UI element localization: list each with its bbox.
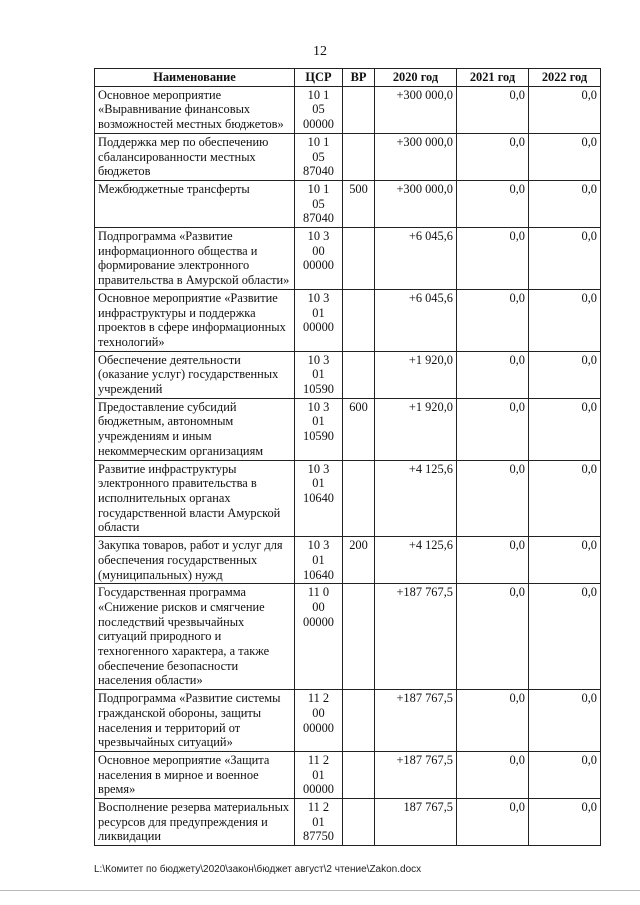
cell-2022: 0,0 [529,751,601,798]
cell-2020: +300 000,0 [375,86,457,133]
cell-2020: +4 125,6 [375,460,457,537]
cell-name: Восполнение резерва материальных ресурсов для предупреждения и ликвидации [95,799,295,846]
cell-2020: +6 045,6 [375,289,457,351]
cell-name: Обеспечение деятельности (оказание услуг) государственных учреждений [95,351,295,398]
cell-2022: 0,0 [529,228,601,290]
cell-2021: 0,0 [457,133,529,180]
cell-csr: 10 3 01 10640 [295,460,343,537]
cell-name: Межбюджетные трансферты [95,180,295,227]
cell-vr [343,584,375,690]
table-row [95,180,601,227]
cell-csr: 10 1 05 00000 [295,86,343,133]
header-2021: 2021 год [457,69,529,87]
cell-vr [343,351,375,398]
cell-2021: 0,0 [457,584,529,690]
header-2020: 2020 год [375,69,457,87]
cell-2020: +6 045,6 [375,228,457,290]
cell-vr: 600 [343,398,375,460]
cell-2021: 0,0 [457,180,529,227]
table-row [95,398,601,460]
cell-2022: 0,0 [529,351,601,398]
cell-2021: 0,0 [457,228,529,290]
cell-2021: 0,0 [457,690,529,752]
cell-csr: 11 2 01 00000 [295,751,343,798]
cell-2022: 0,0 [529,460,601,537]
cell-2021: 0,0 [457,460,529,537]
cell-2020: +1 920,0 [375,398,457,460]
cell-vr [343,690,375,752]
table-row [95,537,601,584]
header-csr: ЦСР [295,69,343,87]
cell-vr [343,799,375,846]
cell-csr: 11 2 00 00000 [295,690,343,752]
cell-vr [343,460,375,537]
cell-csr: 10 1 05 87040 [295,180,343,227]
cell-2021: 0,0 [457,398,529,460]
header-2022: 2022 год [529,69,601,87]
cell-2020: +300 000,0 [375,180,457,227]
header-name: Наименование [95,69,295,87]
cell-2020: +1 920,0 [375,351,457,398]
cell-csr: 10 3 00 00000 [295,228,343,290]
budget-table [94,68,601,846]
cell-csr: 11 0 00 00000 [295,584,343,690]
cell-vr [343,289,375,351]
cell-2021: 0,0 [457,289,529,351]
cell-name: Государственная программа «Снижение рисков и смягчение последствий чрезвычайных ситуаций природного и техногенного характера, а также обеспечение безопасности населения области» [95,584,295,690]
cell-2021: 0,0 [457,799,529,846]
cell-2022: 0,0 [529,86,601,133]
table-row [95,351,601,398]
table-row [95,751,601,798]
cell-2022: 0,0 [529,180,601,227]
cell-name: Основное мероприятие «Выравнивание финансовых возможностей местных бюджетов» [95,86,295,133]
cell-2022: 0,0 [529,799,601,846]
cell-name: Основное мероприятие «Развитие инфраструктуры и поддержка проектов в сфере информационных технологий» [95,289,295,351]
cell-name: Развитие инфраструктуры электронного правительства в исполнительных органах государственной власти Амурской области [95,460,295,537]
cell-2022: 0,0 [529,133,601,180]
cell-2020: +300 000,0 [375,133,457,180]
cell-vr: 200 [343,537,375,584]
cell-vr [343,86,375,133]
cell-2020: +187 767,5 [375,584,457,690]
cell-csr: 10 3 01 10640 [295,537,343,584]
cell-name: Основное мероприятие «Защита населения в мирное и военное время» [95,751,295,798]
table-row [95,584,601,690]
table-row [95,86,601,133]
cell-csr: 10 3 01 10590 [295,351,343,398]
footer-file-path: L:\Комитет по бюджету\2020\закон\бюджет август\2 чтение\Zakon.docx [94,864,422,875]
cell-csr: 10 1 05 87040 [295,133,343,180]
cell-2021: 0,0 [457,537,529,584]
cell-name: Подпрограмма «Развитие информационного общества и формирование электронного правительства в Амурской области» [95,228,295,290]
cell-2021: 0,0 [457,86,529,133]
cell-2020: +4 125,6 [375,537,457,584]
cell-vr [343,228,375,290]
cell-vr [343,751,375,798]
cell-2022: 0,0 [529,584,601,690]
table-row [95,133,601,180]
cell-csr: 11 2 01 87750 [295,799,343,846]
cell-2021: 0,0 [457,751,529,798]
cell-2020: +187 767,5 [375,751,457,798]
cell-name: Поддержка мер по обеспечению сбалансированности местных бюджетов [95,133,295,180]
cell-csr: 10 3 01 10590 [295,398,343,460]
cell-2022: 0,0 [529,537,601,584]
cell-name: Предоставление субсидий бюджетным, автономным учреждениям и иным некоммерческим организациям [95,398,295,460]
cell-2022: 0,0 [529,289,601,351]
cell-vr: 500 [343,180,375,227]
cell-vr [343,133,375,180]
table-row [95,460,601,537]
table-row [95,228,601,290]
cell-csr: 10 3 01 00000 [295,289,343,351]
cell-name: Подпрограмма «Развитие системы гражданской обороны, защиты населения и территорий от чрезвычайных ситуаций» [95,690,295,752]
table-header-row [95,69,601,87]
cell-2020: 187 767,5 [375,799,457,846]
header-vr: ВР [343,69,375,87]
table-row [95,690,601,752]
cell-2022: 0,0 [529,398,601,460]
cell-2022: 0,0 [529,690,601,752]
page-edge-divider [0,890,640,891]
page-number: 12 [313,44,327,59]
cell-name: Закупка товаров, работ и услуг для обеспечения государственных (муниципальных) нужд [95,537,295,584]
table-row [95,799,601,846]
cell-2020: +187 767,5 [375,690,457,752]
cell-2021: 0,0 [457,351,529,398]
table-row [95,289,601,351]
